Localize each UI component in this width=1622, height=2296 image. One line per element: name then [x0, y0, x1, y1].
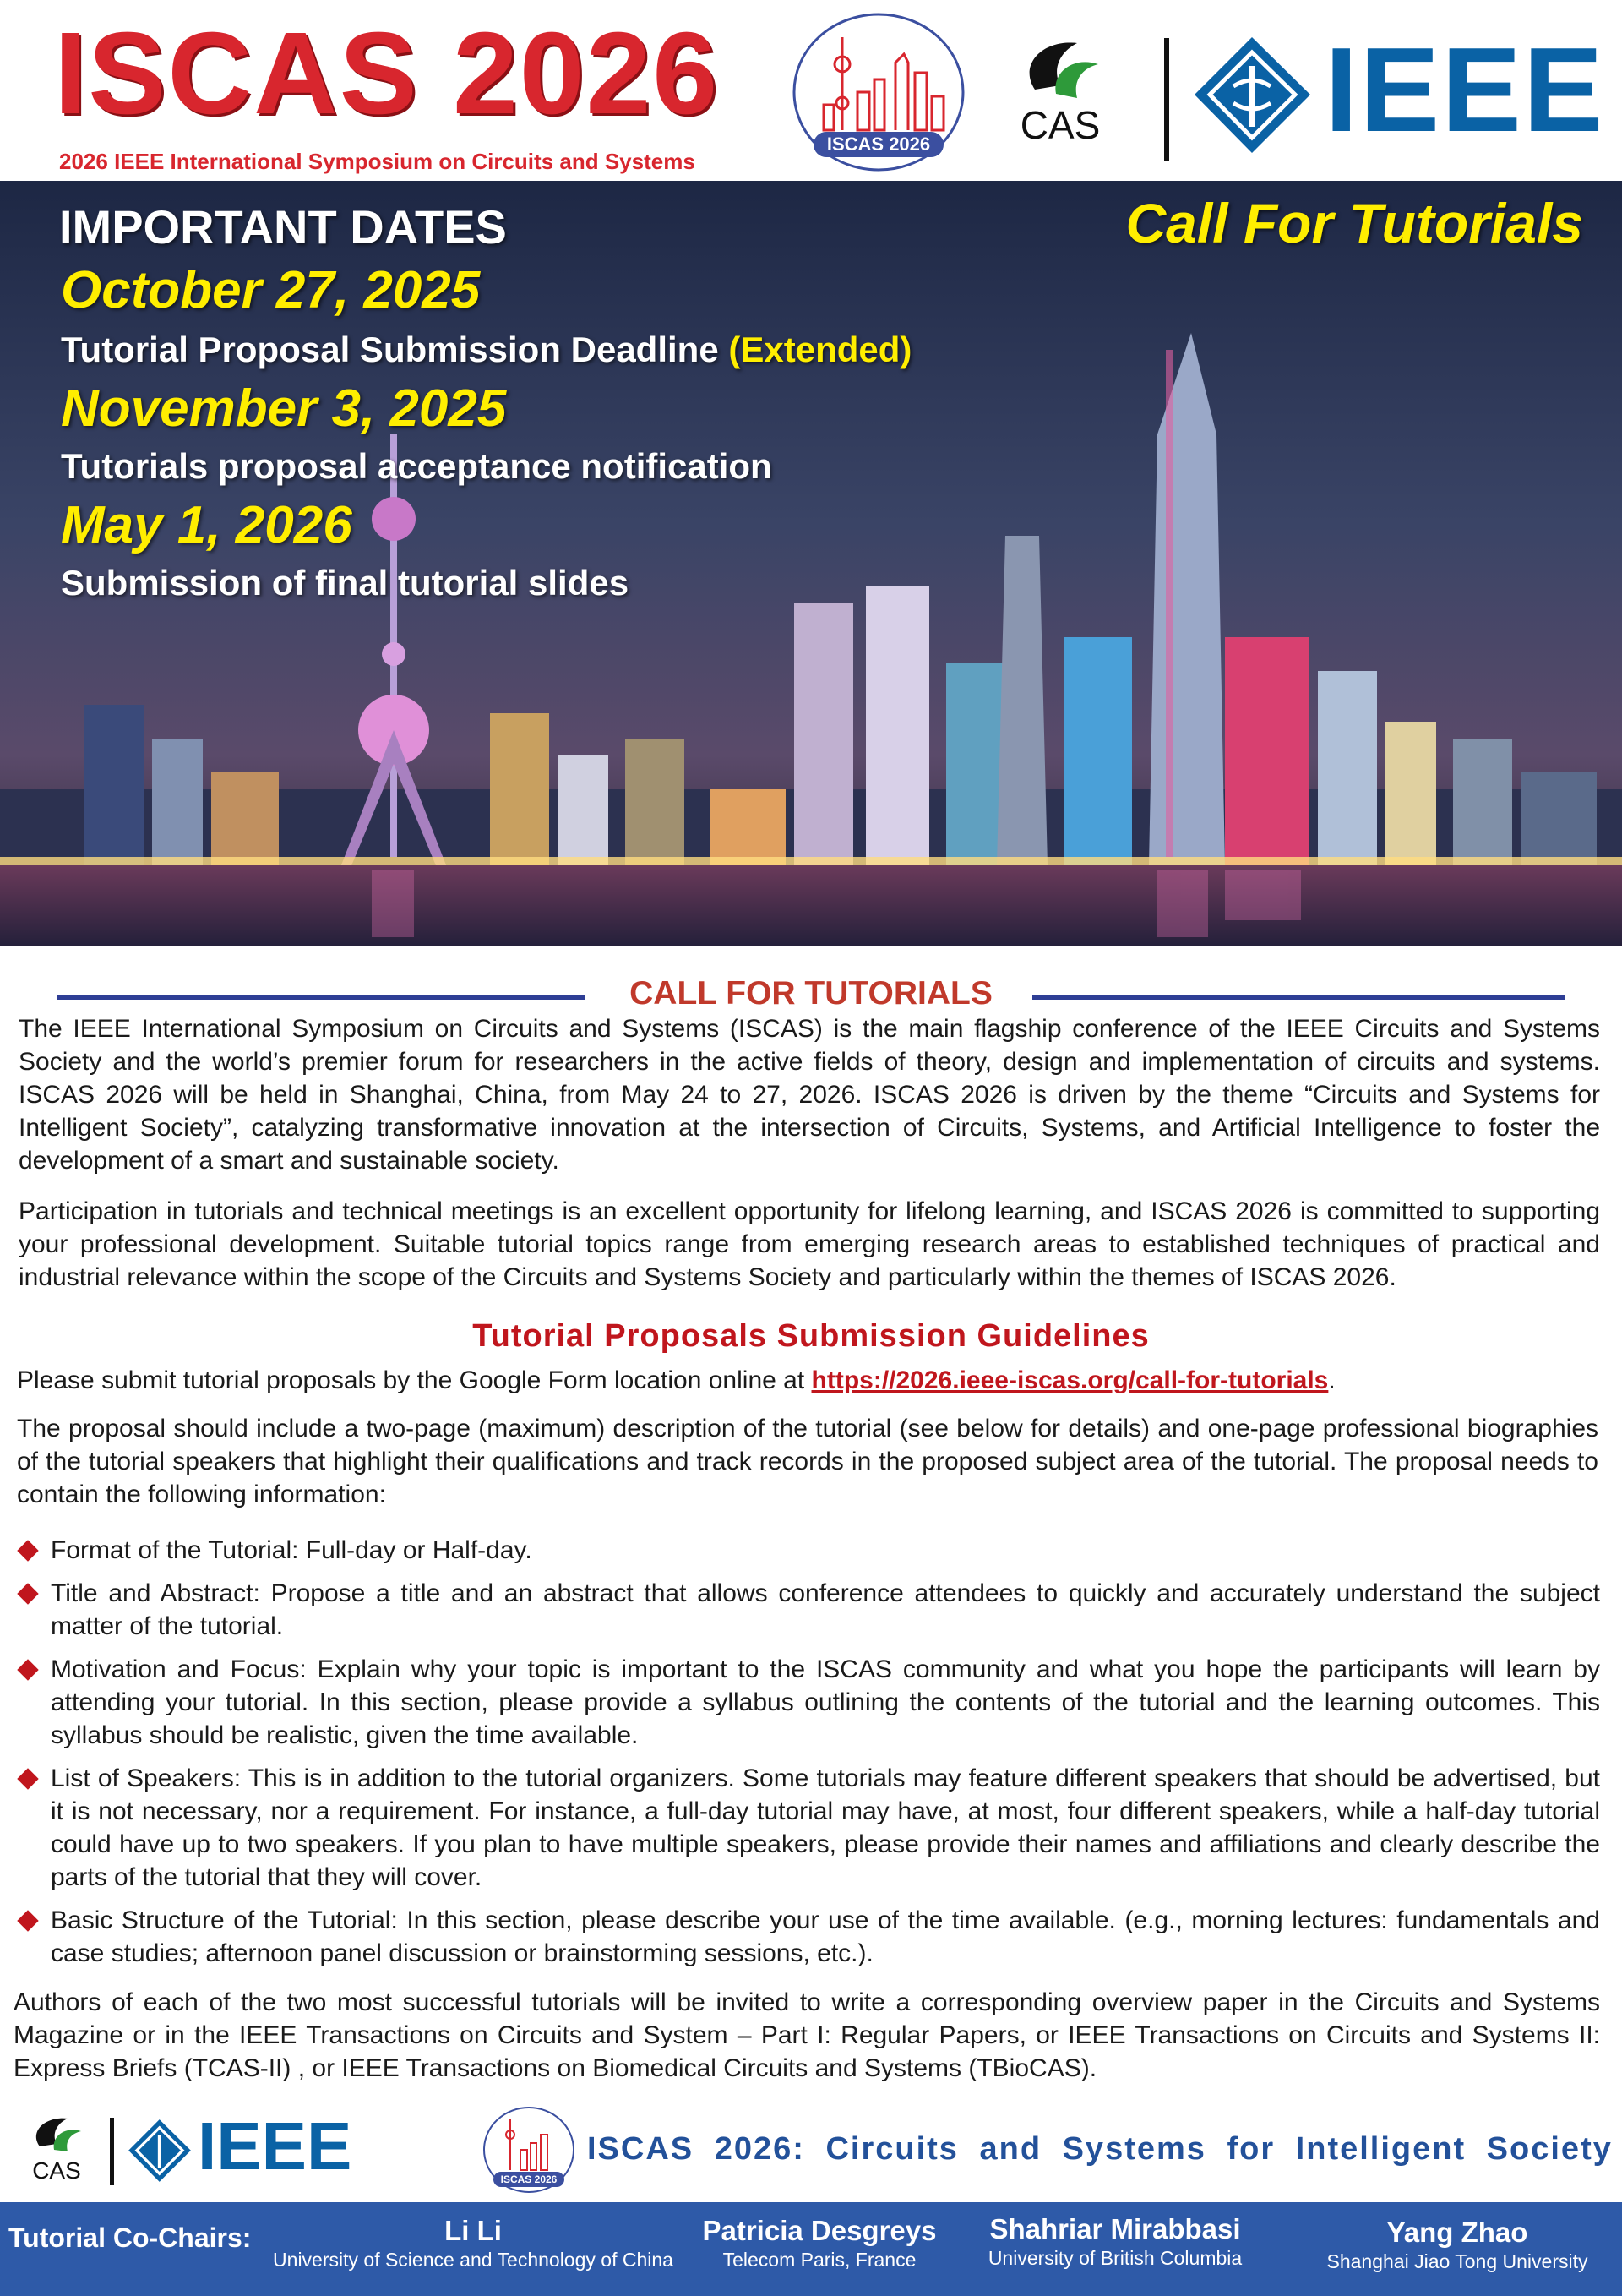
intro-paragraph: The IEEE International Symposium on Circuits and Systems (ISCAS) is the main flagship conference of the IEEE Circuits and Systems Society and the world’s premier forum for researchers in the active fields of theory, design and implementation of circuits and systems. ISCAS 2026 will be held in Shanghai, China, from May 24 to 27, 2026. ISCAS 2026 is driven by the theme “Circuits and Systems for Intelligent Society”, catalyzing transformative innovation at the intersection of Circuits, Systems, and Artificial Intelligence to foster the development of a smart and sustainable society.	[19, 1015, 1600, 1175]
participation-paragraph: Participation in tutorials and technical meetings is an excellent opportunity for lifelong learning, and ISCAS 2026 is committed to supporting your professional development. Suitable tutorial topics range from emerging research areas to established techniques of practical and industrial relevance within the scope of the Circuits and Systems Society and particularly within the themes of ISCAS 2026.	[19, 1197, 1600, 1291]
submit-paragraph	[17, 1364, 1598, 1397]
date-3: May 1, 2026	[61, 496, 352, 554]
red-diamond-bullet-icon	[17, 1659, 38, 1680]
tutorial-co-chairs-band	[0, 2202, 1622, 2296]
logo-divider	[1164, 38, 1169, 161]
footer-ieee-text: IEEE	[198, 2108, 352, 2184]
list-item: Title and Abstract: Propose a title and an abstract that allows conference attendees to quickly and accurately understand the subject matter of the tutorial.	[15, 1577, 1600, 1643]
chair-name: Patricia Desgreys	[702, 2215, 937, 2246]
poster-title: ISCAS 2026	[54, 8, 720, 139]
cas-logo	[1001, 30, 1119, 161]
list-item: Motivation and Focus: Explain why your topic is important to the ISCAS community and what you hope the participants will learn by attending your tutorial. In this section, please provide a syllabus outlining the contents of the tutorial and the learning outcomes. This syllabus should be realistic, given the time available.	[15, 1653, 1600, 1752]
guidelines-title: Tutorial Proposals Submission Guidelines	[472, 1318, 1150, 1354]
ieee-diamond-icon	[1191, 34, 1314, 156]
footer-cas-text: CAS	[32, 2157, 81, 2184]
section-title-row	[0, 970, 1622, 1016]
co-chairs-label: Tutorial Co-Chairs:	[8, 2222, 252, 2253]
closing-paragraph: Authors of each of the two most successful tutorials will be invited to write a corresponding overview paper in the Circuits and Systems Magazine or in the IEEE Transactions on Circuits and System – Part I: Regular Papers, or IEEE Transactions on Circuits and Systems II: Express Briefs (TCAS-II) , or IEEE Transactions on Biomedical Circuits and Systems (TBioCAS).	[14, 1988, 1600, 2082]
date-2: November 3, 2025	[61, 379, 507, 438]
chair-card	[1301, 2216, 1614, 2273]
list-item: Basic Structure of the Tutorial: In this section, please describe your use of the time available. (e.g., morning lectures: fundamentals and case studies; afternoon panel discussion or brainstorming sessions, etc.).	[15, 1904, 1600, 1970]
iscas-skyline-logo	[790, 12, 967, 177]
chair-affiliation: University of Science and Technology of China	[273, 2249, 673, 2271]
chair-affiliation: Telecom Paris, France	[722, 2249, 917, 2271]
footer-logos	[0, 2094, 1622, 2200]
chair-card	[270, 2214, 676, 2271]
chair-name: Yang Zhao	[1386, 2217, 1528, 2248]
list-item: Format of the Tutorial: Full-day or Half-day.	[15, 1534, 1600, 1567]
footer-cas-logo	[19, 2111, 95, 2191]
ieee-logo-text: IEEE	[1325, 23, 1605, 157]
date-1-desc-text: Tutorial Proposal Submission Deadline	[61, 330, 719, 369]
footer-logo-divider	[110, 2118, 114, 2185]
submit-text: Please submit tutorial proposals by the Google Form location online at	[17, 1366, 812, 1394]
red-diamond-bullet-icon	[17, 1540, 38, 1561]
call-for-tutorials-heading: Call For Tutorials	[1125, 192, 1583, 254]
footer-iscas-logo	[482, 2106, 576, 2197]
cas-logo-text: CAS	[1020, 103, 1101, 147]
red-diamond-bullet-icon	[17, 1768, 38, 1789]
list-item: List of Speakers: This is in addition to the tutorial organizers. Some tutorials may feature different speakers that should be advertised, but it is not necessary, nor a requirement. For instance, a full-day tutorial may have, at most, four different speakers, while a half-day tutorial could have up to two speakers. If you plan to have multiple speakers, please provide their names and affiliations and clearly describe the parts of the tutorial that they will cover.	[15, 1762, 1600, 1894]
iscas-badge-text: ISCAS 2026	[826, 134, 931, 155]
submission-link[interactable]: https://2026.ieee-iscas.org/call-for-tutorials	[811, 1366, 1329, 1394]
proposal-paragraph: The proposal should include a two-page (maximum) description of the tutorial (see below for details) and one-page professional biographies of the tutorial speakers that highlight their qualifications and track records in the proposed subject area of the tutorial. The proposal needs to contain the following information:	[17, 1415, 1598, 1508]
hero-banner	[0, 181, 1622, 946]
date-1-description	[61, 330, 912, 370]
requirements-list	[15, 1534, 1600, 1980]
footer-ieee-diamond-icon	[127, 2118, 193, 2184]
chair-name: Shahriar Mirabbasi	[989, 2213, 1241, 2244]
poster-subtitle: 2026 IEEE International Symposium on Circuits and Systems	[59, 149, 695, 174]
footer-iscas-badge-text: ISCAS 2026	[500, 2173, 558, 2185]
date-2-description: Tutorials proposal acceptance notification	[61, 446, 772, 486]
important-dates-label: IMPORTANT DATES	[59, 200, 507, 254]
poster-header	[0, 0, 1622, 181]
footer-theme: ISCAS 2026: Circuits and Systems for Intelligent Society	[587, 2131, 1613, 2167]
date-3-description: Submission of final tutorial slides	[61, 563, 629, 603]
red-diamond-bullet-icon	[17, 1910, 38, 1931]
chair-affiliation: University of British Columbia	[988, 2247, 1243, 2269]
chair-affiliation: Shanghai Jiao Tong University	[1326, 2250, 1588, 2272]
red-diamond-bullet-icon	[17, 1583, 38, 1604]
extended-tag: (Extended)	[728, 330, 912, 369]
date-1: October 27, 2025	[61, 261, 481, 319]
submit-end: .	[1328, 1366, 1336, 1394]
chair-card	[684, 2214, 955, 2271]
section-title: CALL FOR TUTORIALS	[629, 975, 993, 1012]
chair-card	[972, 2212, 1259, 2270]
chair-name: Li Li	[444, 2215, 502, 2246]
